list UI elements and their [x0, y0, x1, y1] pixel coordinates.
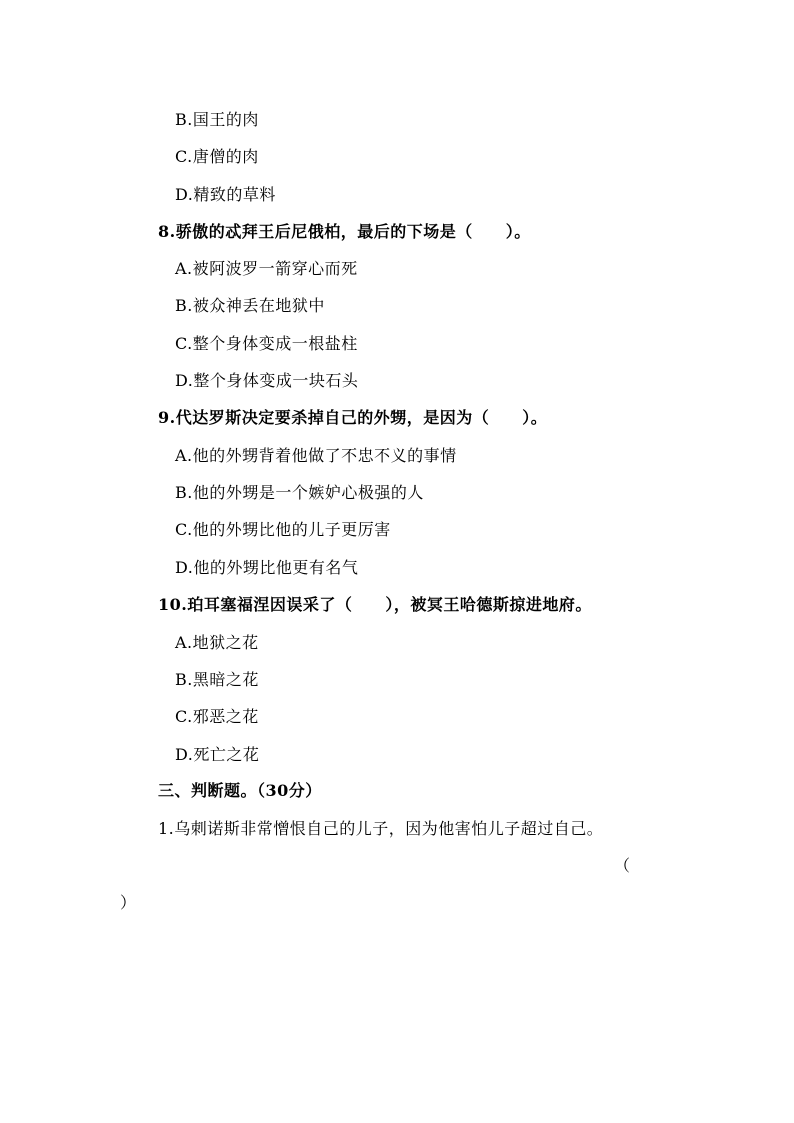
q9-option-b: B.他的外甥是一个嫉妒心极强的人 [175, 483, 424, 502]
q9-option-a: A.他的外甥背着他做了不忠不义的事情 [175, 446, 457, 465]
q10-option-c: C.邪恶之花 [175, 707, 259, 726]
q10-option-a: A.地狱之花 [175, 633, 259, 652]
section-heading: 三、判断题。（30分） [158, 781, 322, 800]
tf1-answer-paren-open: （ [614, 856, 631, 875]
q10-option-d: D.死亡之花 [175, 745, 260, 764]
q8-option-b: B.被众神丢在地狱中 [175, 296, 325, 315]
q7-option-b: B.国王的肉 [175, 110, 259, 129]
tf1-statement: 1.乌刺诺斯非常憎恨自己的儿子，因为他害怕儿子超过自己。 [158, 819, 604, 838]
q8-stem: 8.骄傲的忒拜王后尼俄柏，最后的下场是（ ）。 [158, 222, 531, 241]
q9-stem: 9.代达罗斯决定要杀掉自己的外甥，是因为（ ）。 [158, 408, 548, 427]
q8-option-d: D.整个身体变成一块石头 [175, 371, 359, 390]
q9-option-c: C.他的外甥比他的儿子更厉害 [175, 520, 391, 539]
q7-option-d: D.精致的草料 [175, 185, 276, 204]
q8-option-a: A.被阿波罗一箭穿心而死 [175, 259, 358, 278]
tf1-answer-paren-close: ） [120, 893, 137, 912]
q10-stem: 10.珀耳塞福涅因误采了（ ），被冥王哈德斯掠进地府。 [158, 595, 592, 614]
q8-option-c: C.整个身体变成一根盐柱 [175, 334, 358, 353]
q9-option-d: D.他的外甥比他更有名气 [175, 558, 359, 577]
q7-option-c: C.唐僧的肉 [175, 147, 259, 166]
q10-option-b: B.黑暗之花 [175, 670, 259, 689]
